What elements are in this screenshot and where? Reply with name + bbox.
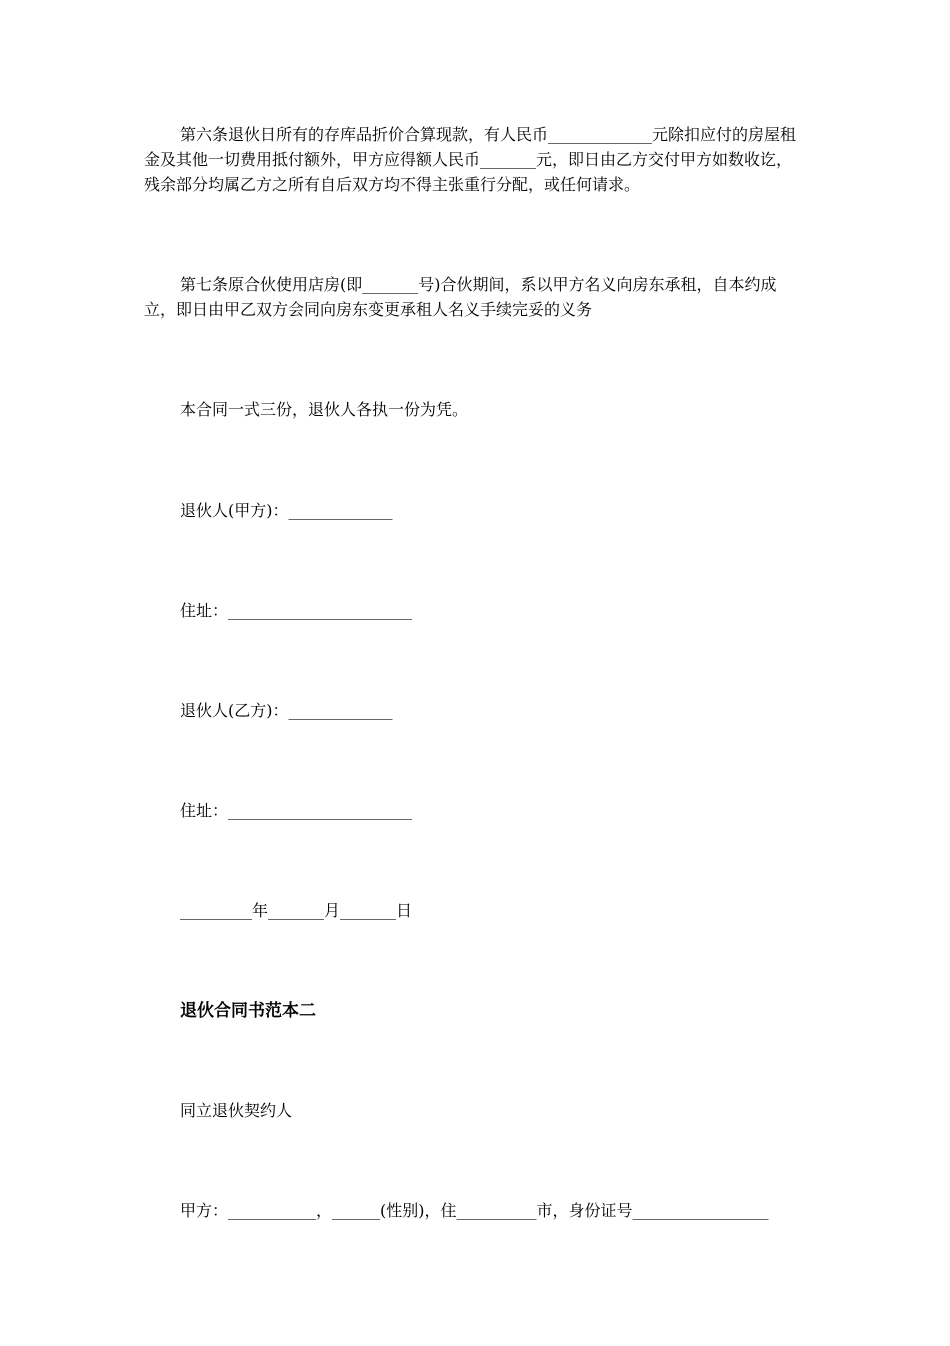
copies-statement: 本合同一式三份，退伙人各执一份为凭。 — [180, 400, 469, 419]
clause-7-paragraph: 第七条原合伙使用店房(即_______号)合伙期间，系以甲方名义向房东承租，自本约成立，即日由甲乙双方会同向房东变更承租人名义手续完妥的义务 — [144, 275, 777, 319]
template-two-party-a-line: 甲方：___________，______(性别)，住__________市，身份证号_________________ — [180, 1201, 769, 1220]
party-b-signature-line: 退伙人(乙方)：_____________ — [180, 701, 393, 720]
date-line: _________年_______月_______日 — [180, 901, 413, 920]
party-a-address-line: 住址：_______________________ — [180, 601, 413, 620]
party-b-address-line: 住址：_______________________ — [180, 801, 413, 820]
template-two-intro: 同立退伙契约人 — [180, 1101, 293, 1120]
clause-6-paragraph: 第六条退伙日所有的存库品折价合算现款，有人民币_____________元除扣应付的房屋租金及其他一切费用抵付额外，甲方应得额人民币_______元，即日由乙方交付甲方如数收讫，残余部分均属乙方之所有自后双方均不得主张重行分配，或任何请求。 — [144, 125, 797, 194]
template-two-title: 退伙合同书范本二 — [180, 1001, 316, 1021]
party-a-signature-line: 退伙人(甲方)：_____________ — [180, 501, 393, 520]
